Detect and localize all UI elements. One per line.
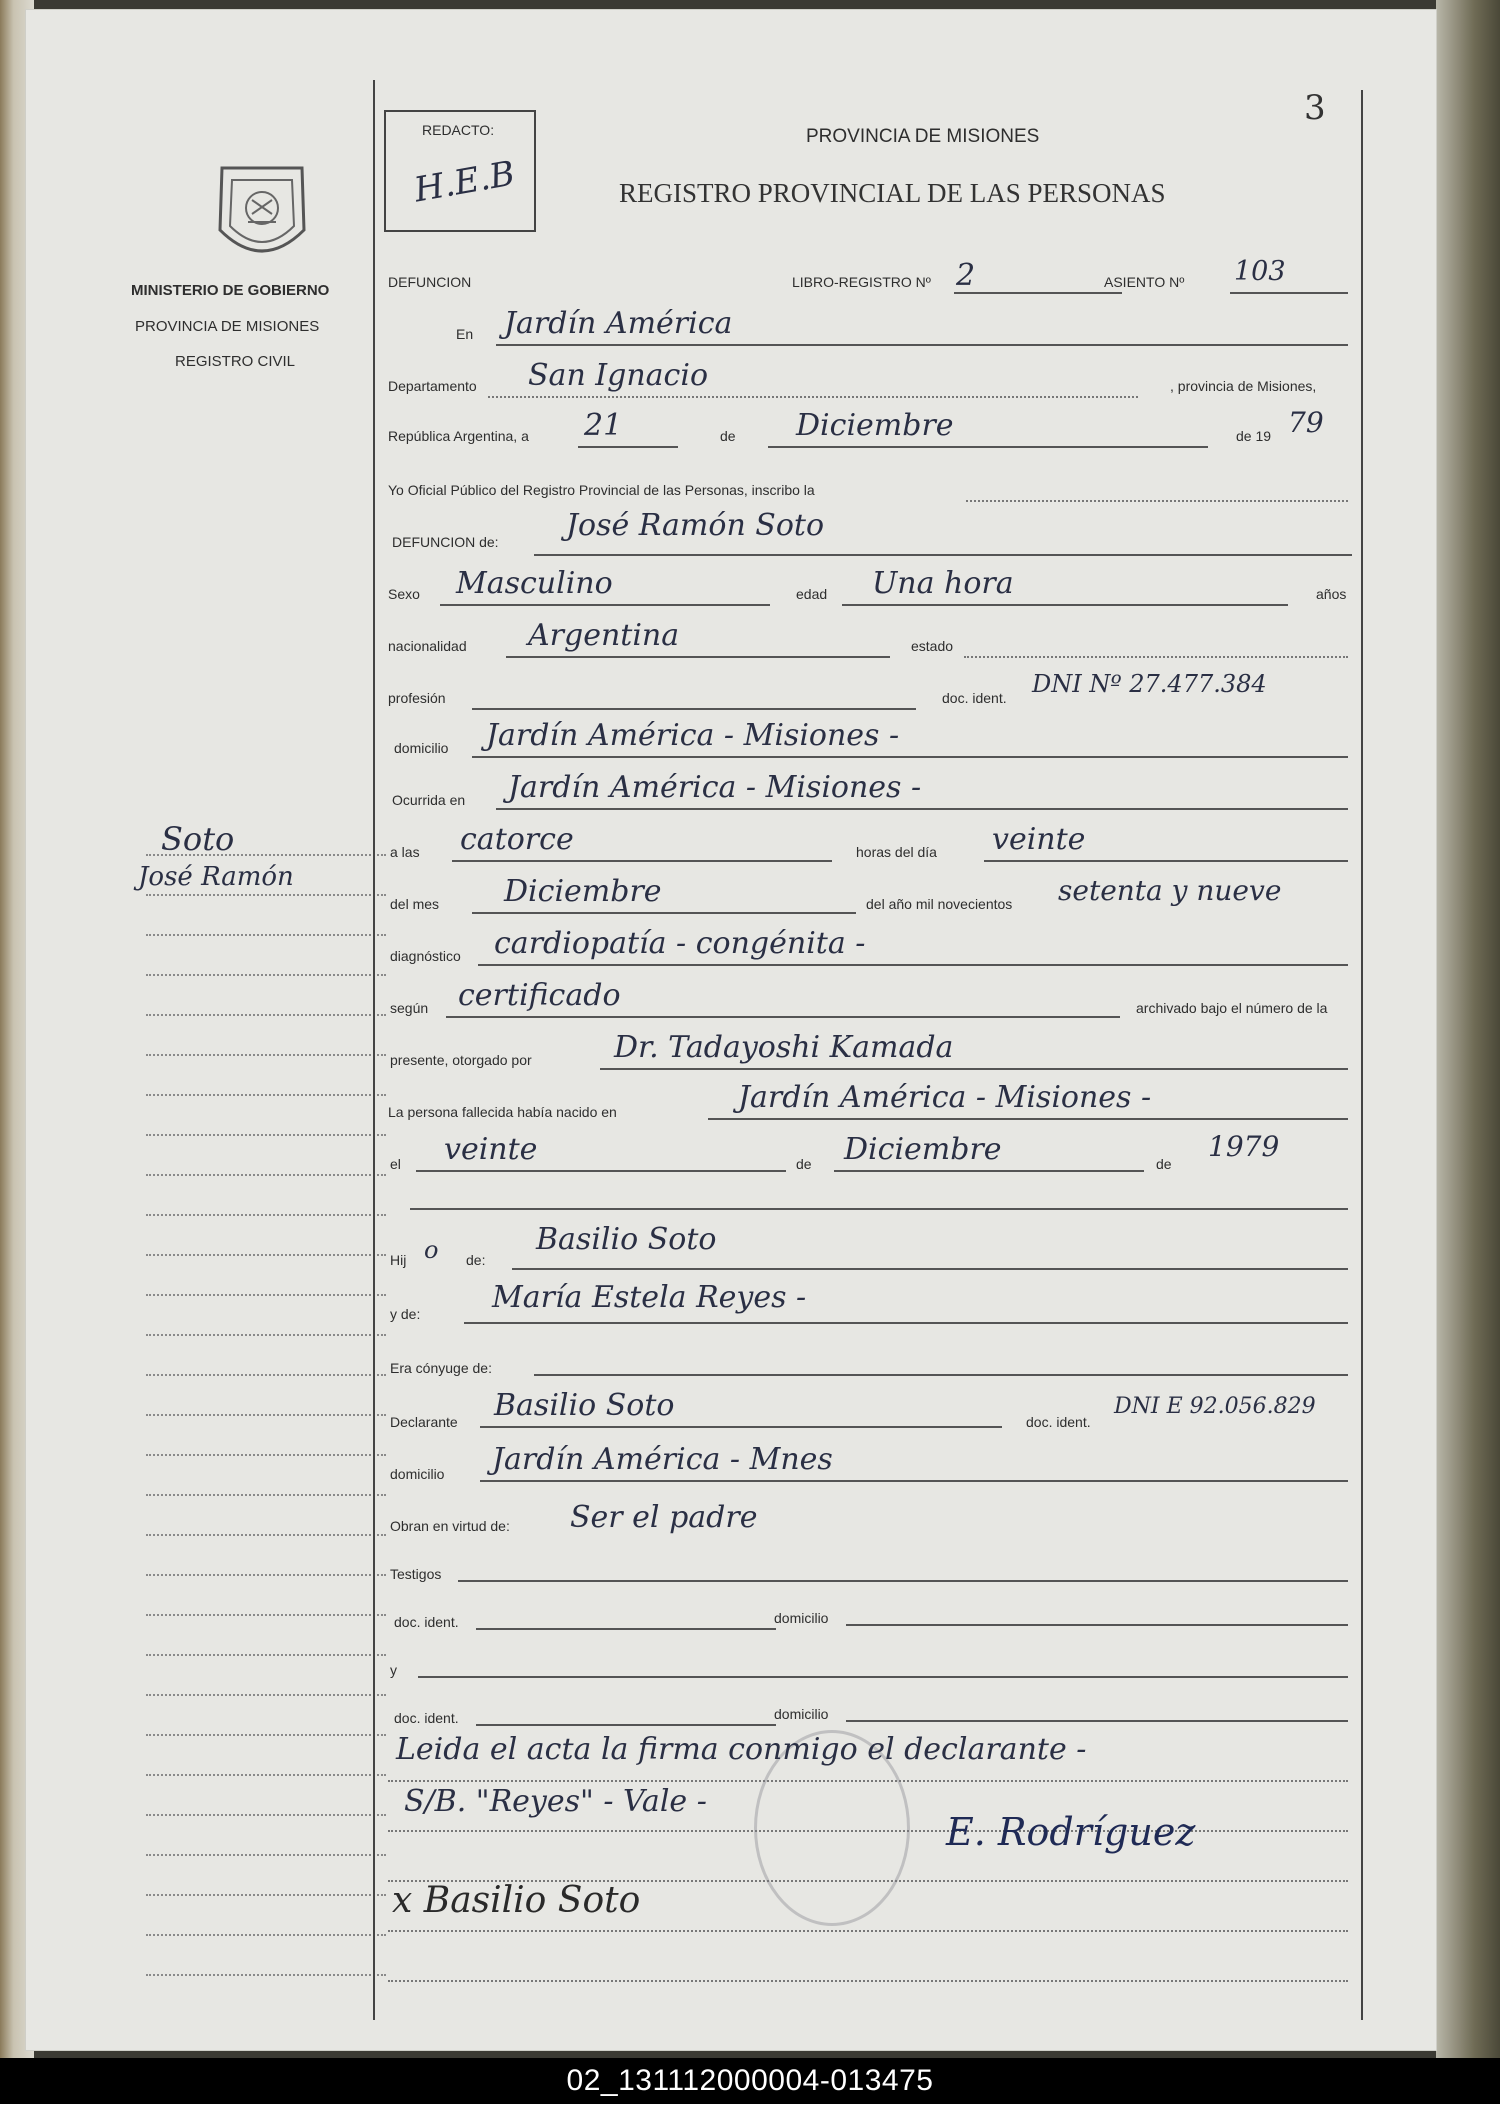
- declarant-signature: x Basilio Soto: [392, 1880, 641, 1921]
- alas-label: a las: [390, 844, 420, 860]
- birth-year-value: 1979: [1208, 1130, 1280, 1163]
- profesion-label: profesión: [388, 690, 446, 706]
- departamento-line: [488, 396, 1138, 398]
- blank-line: [410, 1208, 1348, 1210]
- domicilio2-label: domicilio: [774, 1610, 829, 1626]
- segun-line: [446, 1016, 1120, 1018]
- libro-number: 2: [956, 258, 976, 293]
- closing-text-1: Leida el acta la firma conmigo el declarante -: [396, 1732, 1087, 1767]
- declarante-domicilio-line: [480, 1480, 1348, 1482]
- departamento-label: Departamento: [388, 378, 477, 394]
- declarante-name: Basilio Soto: [494, 1388, 675, 1423]
- estado-label: estado: [911, 638, 954, 654]
- nacionalidad-value: Argentina: [528, 618, 680, 653]
- day-value: 21: [584, 408, 623, 443]
- declarante-domicilio-value: Jardín América - Mnes: [492, 1442, 833, 1477]
- declarante-domicilio-label: domicilio: [390, 1466, 445, 1482]
- margin-line: [146, 1494, 386, 1496]
- doc-ident2-label: doc. ident.: [394, 1614, 459, 1630]
- margin-line: [146, 1574, 386, 1576]
- delmes-label: del mes: [390, 896, 440, 912]
- death-day-line: [984, 860, 1348, 862]
- y-line: [418, 1676, 1348, 1678]
- hijo-label: Hij: [390, 1252, 407, 1268]
- de-colon-label: de:: [466, 1252, 486, 1268]
- asiento-line: [1230, 292, 1348, 294]
- register-page: [26, 10, 1436, 2050]
- doc-ident3-line: [476, 1724, 776, 1726]
- ministry-name: MINISTERIO DE GOBIERNO: [131, 282, 330, 299]
- document-title: REGISTRO PROVINCIAL DE LAS PERSONAS: [619, 178, 1166, 208]
- departamento-value: San Ignacio: [528, 358, 709, 393]
- y-label: y: [390, 1662, 397, 1678]
- doc-ident2-line: [476, 1628, 776, 1630]
- birth-month-value: Diciembre: [844, 1132, 1002, 1167]
- sexo-label: Sexo: [388, 586, 420, 602]
- oficial-line: [966, 500, 1348, 502]
- profesion-line: [472, 708, 916, 710]
- de-label: de: [720, 428, 736, 444]
- deceased-label: DEFUNCION de:: [392, 534, 499, 550]
- day-line: [578, 446, 678, 448]
- obran-value: Ser el padre: [570, 1500, 758, 1535]
- province-heading: PROVINCIA DE MISIONES: [806, 126, 1040, 147]
- presente-label: presente, otorgado por: [390, 1052, 532, 1068]
- margin-line: [146, 1974, 386, 1976]
- declarante-label: Declarante: [390, 1414, 458, 1430]
- hijo-suffix: o: [424, 1236, 439, 1264]
- domicilio-label: domicilio: [394, 740, 449, 756]
- obran-label: Obran en virtud de:: [390, 1518, 510, 1534]
- margin-line: [146, 1094, 386, 1096]
- diagnostico-value: cardiopatía - congénita -: [494, 926, 866, 961]
- anio-mil-label: del año mil novecientos: [866, 896, 1013, 912]
- domicilio2-line: [846, 1624, 1348, 1626]
- margin-line: [146, 1014, 386, 1016]
- margin-line: [146, 1294, 386, 1296]
- closing-text-2: S/B. "Reyes" - Vale -: [404, 1784, 707, 1819]
- record-type-label: DEFUNCION: [388, 274, 472, 290]
- father-name: Basilio Soto: [536, 1222, 717, 1257]
- birthplace-line: [708, 1118, 1348, 1120]
- margin-line: [146, 1854, 386, 1856]
- declarante-line: [480, 1426, 1002, 1428]
- libro-label: LIBRO-REGISTRO Nº: [792, 274, 931, 290]
- de2-label: de: [796, 1156, 812, 1172]
- birthplace-value: Jardín América - Misiones -: [738, 1080, 1152, 1115]
- father-line: [512, 1268, 1348, 1270]
- republica-label: República Argentina, a: [388, 428, 529, 444]
- archivado-label: archivado bajo el número de la: [1136, 1000, 1328, 1016]
- margin-line: [146, 1654, 386, 1656]
- de3-label: de: [1156, 1156, 1172, 1172]
- margin-line: [146, 1774, 386, 1776]
- conyuge-label: Era cónyuge de:: [390, 1360, 492, 1376]
- margin-line: [146, 1214, 386, 1216]
- declarante-doc-label: doc. ident.: [1026, 1414, 1091, 1430]
- hour-line: [452, 860, 832, 862]
- diagnostico-line: [478, 964, 1348, 966]
- margin-line: [146, 1934, 386, 1936]
- place-value: Jardín América: [504, 306, 733, 341]
- doc-ident-value: DNI Nº 27.477.384: [1032, 670, 1267, 698]
- left-rule: [373, 80, 375, 2020]
- edad-label: edad: [796, 586, 828, 602]
- doc-ident3-label: doc. ident.: [394, 1710, 459, 1726]
- sexo-line: [440, 604, 770, 606]
- hour-value: catorce: [460, 822, 574, 857]
- margin-line: [146, 1894, 386, 1896]
- margin-note-surname: Soto: [161, 820, 235, 858]
- ocurrida-value: Jardín América - Misiones -: [508, 770, 922, 805]
- deceased-name: José Ramón Soto: [566, 508, 825, 543]
- asiento-number: 103: [1234, 256, 1286, 287]
- margin-line: [146, 1454, 386, 1456]
- testigos-line: [458, 1580, 1348, 1582]
- ocurrida-label: Ocurrida en: [392, 792, 466, 808]
- en-label: En: [456, 326, 474, 342]
- death-day-value: veinte: [992, 822, 1086, 857]
- margin-note-given-names: José Ramón: [138, 862, 294, 892]
- asiento-label: ASIENTO Nº: [1104, 274, 1185, 290]
- margin-line: [146, 1814, 386, 1816]
- margin-line: [146, 1734, 386, 1736]
- horas-label: horas del día: [856, 844, 937, 860]
- physician-value: Dr. Tadayoshi Kamada: [614, 1030, 954, 1065]
- margin-line: [146, 1254, 386, 1256]
- province-name: PROVINCIA DE MISIONES: [135, 318, 320, 335]
- margin-line: [146, 1334, 386, 1336]
- margin-line: [146, 1694, 386, 1696]
- closing-line: [388, 1980, 1348, 1982]
- domicilio3-label: domicilio: [774, 1706, 829, 1722]
- redacto-box: [384, 110, 536, 232]
- redacto-label: REDACTO:: [422, 122, 495, 138]
- domicilio-line: [472, 756, 1348, 758]
- margin-line: [146, 934, 386, 936]
- book-cover-edge: [1436, 0, 1500, 2060]
- page-number: 3: [1304, 88, 1326, 128]
- death-month-line: [472, 912, 856, 914]
- month-line: [768, 446, 1208, 448]
- domicilio3-line: [846, 1720, 1348, 1722]
- oficial-text: Yo Oficial Público del Registro Provincial de las Personas, inscribo la: [388, 482, 815, 498]
- death-month-value: Diciembre: [504, 874, 662, 909]
- month-value: Diciembre: [796, 408, 954, 443]
- birth-day-line: [416, 1170, 786, 1172]
- closing-line: [388, 1930, 1348, 1932]
- birth-month-line: [834, 1170, 1144, 1172]
- right-rule: [1361, 90, 1363, 2020]
- domicilio-value: Jardín América - Misiones -: [486, 718, 900, 753]
- provincia-suffix: , provincia de Misiones,: [1170, 378, 1317, 394]
- edad-line: [842, 604, 1288, 606]
- estado-line: [964, 656, 1348, 658]
- segun-label: según: [390, 1000, 429, 1016]
- provincial-seal-icon: [212, 160, 312, 272]
- diagnostico-label: diagnóstico: [390, 948, 461, 964]
- nacionalidad-line: [506, 656, 890, 658]
- edad-value: Una hora: [872, 566, 1014, 601]
- ocurrida-line: [496, 808, 1348, 810]
- conyuge-line: [534, 1374, 1348, 1376]
- official-signature: E. Rodríguez: [946, 1810, 1196, 1854]
- margin-line: [146, 894, 386, 896]
- margin-line: [146, 1614, 386, 1616]
- mother-name: María Estela Reyes -: [492, 1280, 807, 1315]
- margin-line: [146, 1534, 386, 1536]
- registry-name: REGISTRO CIVIL: [175, 353, 296, 370]
- image-caption: 02_131112000004-013475: [0, 2058, 1500, 2104]
- redacto-initials: H.E.B: [411, 153, 518, 211]
- margin-line: [146, 1374, 386, 1376]
- declarante-doc-value: DNI E 92.056.829: [1114, 1394, 1316, 1419]
- physician-line: [600, 1068, 1348, 1070]
- margin-line: [146, 1174, 386, 1176]
- deceased-line: [534, 554, 1352, 556]
- el-label: el: [390, 1156, 401, 1172]
- nacido-label: La persona fallecida había nacido en: [388, 1104, 617, 1120]
- segun-value: certificado: [458, 978, 621, 1013]
- anos-label: años: [1316, 586, 1347, 602]
- year-value: 79: [1288, 406, 1324, 439]
- death-year-value: setenta y nueve: [1058, 874, 1282, 907]
- birth-day-value: veinte: [444, 1132, 538, 1167]
- year-prefix: de 19: [1236, 428, 1272, 444]
- mother-line: [464, 1322, 1348, 1324]
- sexo-value: Masculino: [456, 566, 613, 601]
- libro-line: [954, 292, 1122, 294]
- margin-line: [146, 1414, 386, 1416]
- margin-line: [146, 1054, 386, 1056]
- testigos-label: Testigos: [390, 1566, 442, 1582]
- margin-line: [146, 1134, 386, 1136]
- margin-line: [146, 974, 386, 976]
- yde-label: y de:: [390, 1306, 421, 1322]
- nacionalidad-label: nacionalidad: [388, 638, 467, 654]
- place-line: [496, 344, 1348, 346]
- doc-ident-label: doc. ident.: [942, 690, 1007, 706]
